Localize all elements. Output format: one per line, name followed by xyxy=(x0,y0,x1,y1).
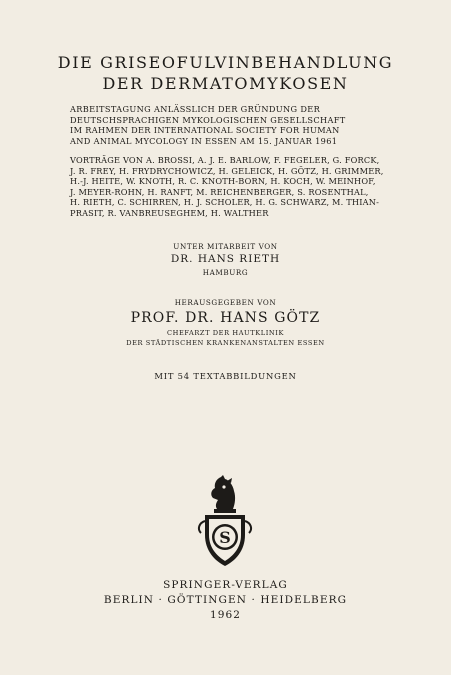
springer-knight-logo-icon xyxy=(191,473,259,569)
contributor-line: VORTRÄGE VON A. BROSSI, A. J. E. BARLOW, F. FEGELER, G. FORCK, xyxy=(70,155,380,165)
publisher-block xyxy=(0,578,451,623)
contributor-line: J. R. FREY, H. FRYDRYCHOWICZ, H. GELEICK, H. GÖTZ, H. GRIMMER, xyxy=(70,165,384,176)
contributor-list xyxy=(70,155,382,219)
collaborator-name: DR. HANS RIETH xyxy=(170,253,281,265)
publisher-name: SPRINGER-VERLAG xyxy=(163,579,288,591)
editor-label: HERAUSGEGEBEN VON xyxy=(174,298,277,307)
book-title-line-2: DER DERMATOMYKOSEN xyxy=(102,74,349,93)
collaborator-city: HAMBURG xyxy=(202,268,249,277)
illustrations-note: MIT 54 TEXTABBILDUNGEN xyxy=(154,371,297,381)
book-title xyxy=(0,52,451,94)
publisher-cities: BERLIN · GÖTTINGEN · HEIDELBERG xyxy=(103,594,348,606)
book-title-line-1: DIE GRISEOFULVINBEHANDLUNG xyxy=(57,53,394,72)
conference-line: ARBEITSTAGUNG ANLÄSSLICH DER GRÜNDUNG DER xyxy=(70,104,321,114)
contributor-line: PRASIT, R. VANBREUSEGHEM, H. WALTHER xyxy=(70,207,269,218)
conference-line: DEUTSCHSPRACHIGEN MYKOLOGISCHEN GESELLSCHAFT xyxy=(70,114,346,125)
conference-line: AND ANIMAL MYCOLOGY IN ESSEN AM 15. JANUAR 1961 xyxy=(70,135,338,146)
collaboration-label: UNTER MITARBEIT VON xyxy=(173,242,278,251)
publication-year: 1962 xyxy=(209,609,242,621)
conference-line: IM RAHMEN DER INTERNATIONAL SOCIETY FOR HUMAN xyxy=(70,125,340,136)
editor-name: PROF. DR. HANS GÖTZ xyxy=(130,310,321,326)
conference-description xyxy=(70,104,382,146)
editor-affiliation xyxy=(0,328,451,348)
editor-affiliation-line: DER STÄDTISCHEN KRANKENANSTALTEN ESSEN xyxy=(126,339,325,347)
contributor-line: J. MEYER-ROHN, H. RANFT, M. REICHENBERGER, S. ROSENTHAL, xyxy=(70,186,369,197)
contributor-line: H.-J. HEITE, W. KNOTH, R. C. KNOTH-BORN, H. KOCH, W. MEINHOF, xyxy=(70,176,376,187)
editor-affiliation-line: CHEFARZT DER HAUTKLINIK xyxy=(166,329,285,337)
logo-letter: S xyxy=(219,528,231,547)
contributor-line: H. RIETH, C. SCHIRREN, H. J. SCHOLER, H. G. SCHWARZ, M. THIAN- xyxy=(70,197,380,208)
